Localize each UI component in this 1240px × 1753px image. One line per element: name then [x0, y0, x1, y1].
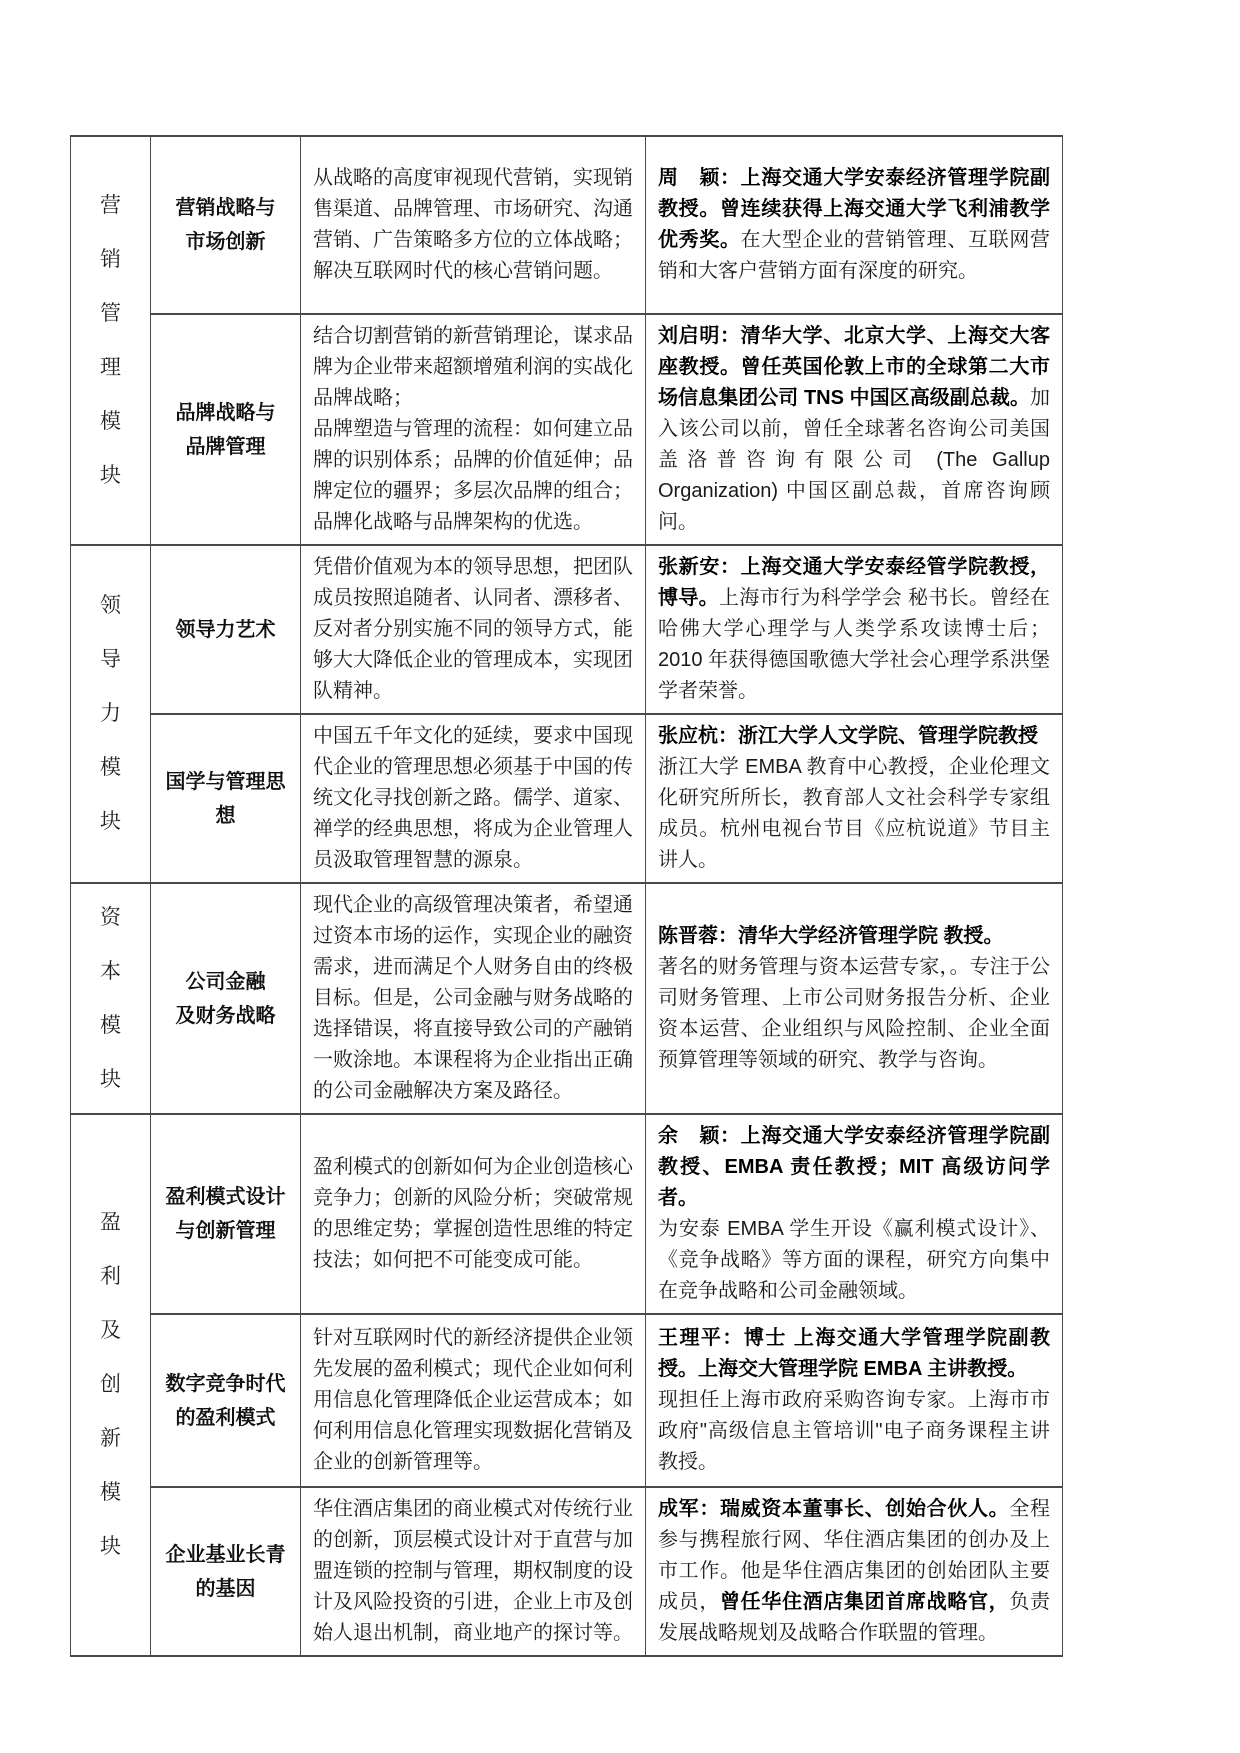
description-paragraph: 中国五千年文化的延续，要求中国现代企业的管理思想必须基于中国的传统文化寻找创新之路。儒学、道家、禅学的经典思想，将成为企业管理人员汲取管理智慧的源泉。: [313, 725, 633, 871]
table-row: [71, 714, 1063, 883]
table-row: [71, 136, 1063, 314]
course-title-line: 想: [215, 804, 236, 827]
instructor-bio-segment: 现担任上海市政府采购咨询专家。上海市市政府"高级信息主管培训"电子商务课程主讲教授。: [658, 1389, 1050, 1473]
description-paragraph: 凭借价值观为本的领导思想，把团队成员按照追随者、认同者、漂移者、反对者分别实施不同的领导方式，能够大大降低企业的管理成本，实现团队精神。: [313, 556, 633, 702]
instructor-bio-segment: 上海市行为科学学会 秘书长。曾经在哈佛大学心理学与人类学系攻读博士后；2010 年获得德国歌德大学社会心理学系洪堡学者荣誉。: [658, 587, 1051, 702]
course-title-line: 及财务战略: [175, 1004, 276, 1027]
course-title-line: 公司金融: [185, 970, 266, 993]
instructor-name-bold-segment: 刘启明：清华大学、北京大学、上海交大客座教授。曾任英国伦敦上市的全球第二大市场信息集团公司 TNS 中国区高级副总裁。: [658, 325, 1050, 409]
course-title-cell: [151, 1314, 301, 1487]
course-description-cell: [301, 136, 646, 314]
instructor-name-bold-segment: 王理平：博士 上海交通大学管理学院副教授。上海交大管理学院 EMBA 主讲教授。: [658, 1327, 1050, 1380]
table-row: [71, 1314, 1063, 1487]
course-title-line: 营销战略与: [175, 197, 276, 219]
instructor-name-bold-segment: 周 颖：上海交通大学安泰经济管理学院副教授。曾连续获得上海交通大学飞利浦教学优秀奖。: [658, 167, 1050, 251]
instructor-bio-segment: 全程参与携程旅行网、华住酒店集团的创办及上市工作。他是华住酒店集团的创始团队主要成员，: [658, 1498, 1051, 1613]
course-title-line: 的盈利模式: [175, 1406, 276, 1429]
table-row: [71, 314, 1063, 545]
course-title-cell: [151, 714, 301, 883]
description-paragraph: 盈利模式的创新如何为企业创造核心竞争力；创新的风险分析；突破常规的思维定势；掌握创造性思维的特定技法；如何把不可能变成可能。: [313, 1156, 633, 1271]
instructor-bio-segment: 为安泰 EMBA 学生开设《赢利模式设计》、《竞争战略》等方面的课程，研究方向集中在竞争战略和公司金融领域。: [658, 1218, 1050, 1302]
instructor-bio-segment: 著名的财务管理与资本运营专家，。专注于公司财务管理、上市公司财务报告分析、企业资本运营、企业组织与风险控制、企业全面预算管理等领域的研究、教学与咨询。: [658, 956, 1050, 1071]
instructor-bio-segment: 浙江大学 EMBA 教育中心教授，企业伦理文化研究所所长，教育部人文社会科学专家组成员。杭州电视台节目《应杭说道》节目主讲人。: [658, 756, 1050, 871]
module-label: 资本模块: [100, 905, 121, 1091]
module-cell: [71, 883, 151, 1114]
table-row: [71, 545, 1063, 714]
course-title-line: 的基因: [195, 1577, 256, 1600]
module-cell: [71, 545, 151, 883]
instructor-cell: [646, 136, 1063, 314]
course-description-cell: [301, 714, 646, 883]
course-title-cell: [151, 1487, 301, 1656]
description-paragraph: 从战略的高度审视现代营销，实现销售渠道、品牌管理、市场研究、沟通营销、广告策略多方位的立体战略；解决互联网时代的核心营销问题。: [313, 167, 633, 282]
course-title-cell: [151, 545, 301, 714]
instructor-name-bold-segment: 成军：瑞威资本董事长、创始合伙人。: [658, 1498, 1010, 1520]
instructor-cell: [646, 1487, 1063, 1656]
instructor-cell: [646, 714, 1063, 883]
course-title-line: 品牌战略与: [175, 401, 276, 424]
course-description-cell: [301, 314, 646, 545]
instructor-cell: [646, 883, 1063, 1114]
instructor-bio-segment: 负责发展战略规划及战略合作联盟的管理。: [658, 1591, 1051, 1644]
table-row: [71, 1114, 1063, 1314]
course-title-line: 数字竞争时代: [165, 1372, 286, 1395]
course-title-line: 盈利模式设计: [165, 1186, 286, 1208]
instructor-cell: [646, 545, 1063, 714]
instructor-name-bold-segment: 曾任华住酒店集团首席战略官，: [720, 1591, 1010, 1613]
instructor-bio-segment: 加入该公司以前，曾任全球著名咨询公司美国盖洛普咨询有限公司 (The Gallup Organization) 中国区副总裁，首席咨询顾问。: [658, 387, 1050, 533]
module-label: 营销管理模块: [100, 193, 121, 487]
instructor-bio-segment: 在大型企业的营销管理、互联网营销和大客户营销方面有深度的研究。: [658, 229, 1051, 282]
table-row: [71, 1487, 1063, 1656]
module-label: 盈利及创新模块: [100, 1211, 121, 1558]
instructor-name-bold-segment: 张新安：上海交通大学安泰经管学院教授，博导。: [658, 556, 1050, 609]
instructor-cell: [646, 314, 1063, 545]
course-description-cell: [301, 545, 646, 714]
table-row: [71, 883, 1063, 1114]
course-title-line: 品牌管理: [185, 435, 266, 458]
course-description-cell: [301, 1487, 646, 1656]
course-description-cell: [301, 883, 646, 1114]
description-paragraph: 针对互联网时代的新经济提供企业领先发展的盈利模式；现代企业如何利用信息化管理降低企业运营成本；如何利用信息化管理实现数据化营销及企业的创新管理等。: [313, 1327, 633, 1473]
course-title-line: 与创新管理: [175, 1220, 276, 1242]
description-paragraph: 品牌塑造与管理的流程：如何建立品牌的识别体系；品牌的价值延伸；品牌定位的疆界；多层次品牌的组合；品牌化战略与品牌架构的优选。: [313, 418, 633, 533]
module-cell: [71, 136, 151, 545]
course-title-cell: [151, 883, 301, 1114]
course-title-cell: [151, 1114, 301, 1314]
course-description-cell: [301, 1314, 646, 1487]
course-title-line: 领导力艺术: [175, 618, 276, 641]
description-paragraph: 结合切割营销的新营销理论，谋求品牌为企业带来超额增殖利润的实战化品牌战略；: [313, 325, 633, 409]
module-label: 领导力模块: [100, 594, 121, 833]
description-paragraph: 现代企业的高级管理决策者，希望通过资本市场的运作，实现企业的融资需求，进而满足个人财务自由的终极目标。但是，公司金融与财务战略的选择错误，将直接导致公司的产融销一败涂地。本课程将为企业指出正确的公司金融解决方案及路径。: [313, 894, 633, 1102]
course-title-line: 企业基业长青: [165, 1543, 286, 1566]
instructor-cell: [646, 1114, 1063, 1314]
module-cell: [71, 1114, 151, 1656]
instructor-name-bold-segment: 余 颖：上海交通大学安泰经济管理学院副教授、EMBA 责任教授；MIT 高级访问学者。: [658, 1125, 1050, 1209]
course-title-line: 市场创新: [185, 231, 266, 253]
instructor-cell: [646, 1314, 1063, 1487]
instructor-name-bold-segment: 张应杭：浙江大学人文学院、管理学院教授: [658, 725, 1038, 747]
course-title-cell: [151, 314, 301, 545]
instructor-name-bold-segment: 陈晋蓉：清华大学经济管理学院 教授。: [658, 925, 1004, 947]
course-title-cell: [151, 136, 301, 314]
description-paragraph: 华住酒店集团的商业模式对传统行业的创新，顶层模式设计对于直营与加盟连锁的控制与管理，期权制度的设计及风险投资的引进，企业上市及创始人退出机制，商业地产的探讨等。: [313, 1498, 633, 1644]
course-description-cell: [301, 1114, 646, 1314]
curriculum-table: [70, 135, 1063, 1657]
course-title-line: 国学与管理思: [165, 770, 286, 793]
